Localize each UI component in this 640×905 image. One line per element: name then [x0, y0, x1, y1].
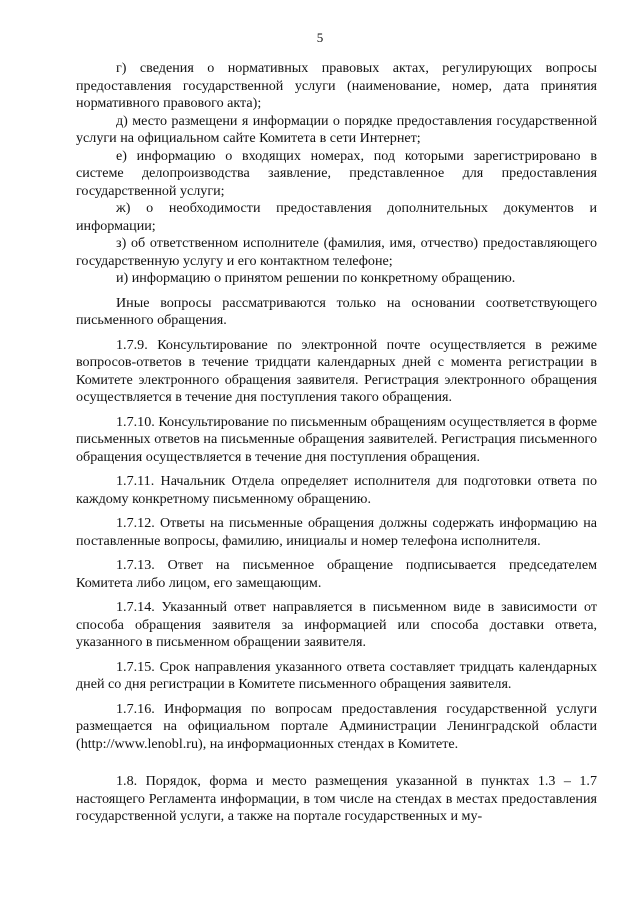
paragraph-1-7-16: 1.7.16. Информация по вопросам предоставления государственной услуги размещается на официальном портале Администрации Ленинградской области (http://www.lenobl.ru), на информационных стендах в Комитете.: [76, 700, 597, 752]
document-body: [76, 60, 597, 826]
paragraph-zh: ж) о необходимости предоставления дополнительных документов и информации;: [76, 200, 597, 234]
paragraph-1-7-10: 1.7.10. Консультирование по письменным обращениям осуществляется в форме письменных ответов на письменные обращения заявителей. Регистрация письменного обращения осуществляется в течение дня поступления обращения.: [76, 413, 597, 465]
paragraph-g: г) сведения о нормативных правовых актах, регулирующих вопросы предоставления государственной услуги (наименование, номер, дата принятия нормативного правового акта);: [76, 60, 597, 111]
page-number: 5: [316, 30, 324, 45]
paragraph-d: д) место размещени я информации о порядке предоставления государственной услуги на официальном сайте Комитета в сети Интернет;: [76, 112, 597, 146]
paragraph-1-7-13: 1.7.13. Ответ на письменное обращение подписывается председателем Комитета либо лицом, его замещающим.: [76, 557, 597, 591]
paragraph-1-7-11: 1.7.11. Начальник Отдела определяет исполнителя для подготовки ответа по каждому конкретному письменному обращению.: [76, 473, 597, 507]
paragraph-z: з) об ответственном исполнителе (фамилия, имя, отчество) предоставляющего государственную услугу и его контактном телефоне;: [76, 235, 597, 269]
paragraph-other-questions: Иные вопросы рассматриваются только на основании соответствующего письменного обращения.: [76, 294, 597, 328]
paragraph-e: е) информацию о входящих номерах, под которыми зарегистрировано в системе делопроизводства заявление, представленное для предоставления государственной услуги;: [76, 147, 597, 199]
paragraph-1-8: 1.8. Порядок, форма и место размещения указанной в пунктах 1.3 – 1.7 настоящего Регламента информации, в том числе на стендах в местах предоставления государственной услуги, а также на портале государственных и му-: [76, 773, 597, 824]
paragraph-1-7-12: 1.7.12. Ответы на письменные обращения должны содержать информацию на поставленные вопросы, фамилию, инициалы и номер телефона исполнителя.: [76, 515, 597, 549]
paragraph-i: и) информацию о принятом решении по конкретному обращению.: [116, 270, 516, 286]
paragraph-1-7-9: 1.7.9. Консультирование по электронной почте осуществляется в режиме вопросов-ответов в течение тридцати календарных дней с момента регистрации в Комитете электронного обращения заявителя. Регистрация электронного обращения осуществляется в течение дня поступления такого обращения.: [76, 336, 597, 405]
paragraph-1-7-15: 1.7.15. Срок направления указанного ответа составляет тридцать календарных дней со дня регистрации в Комитете письменного обращения заявителя.: [76, 658, 597, 692]
paragraph-1-7-14: 1.7.14. Указанный ответ направляется в письменном виде в зависимости от способа обращения заявителя за информацией или способа доставки ответа, указанного в письменном обращении заявителя.: [76, 599, 597, 650]
